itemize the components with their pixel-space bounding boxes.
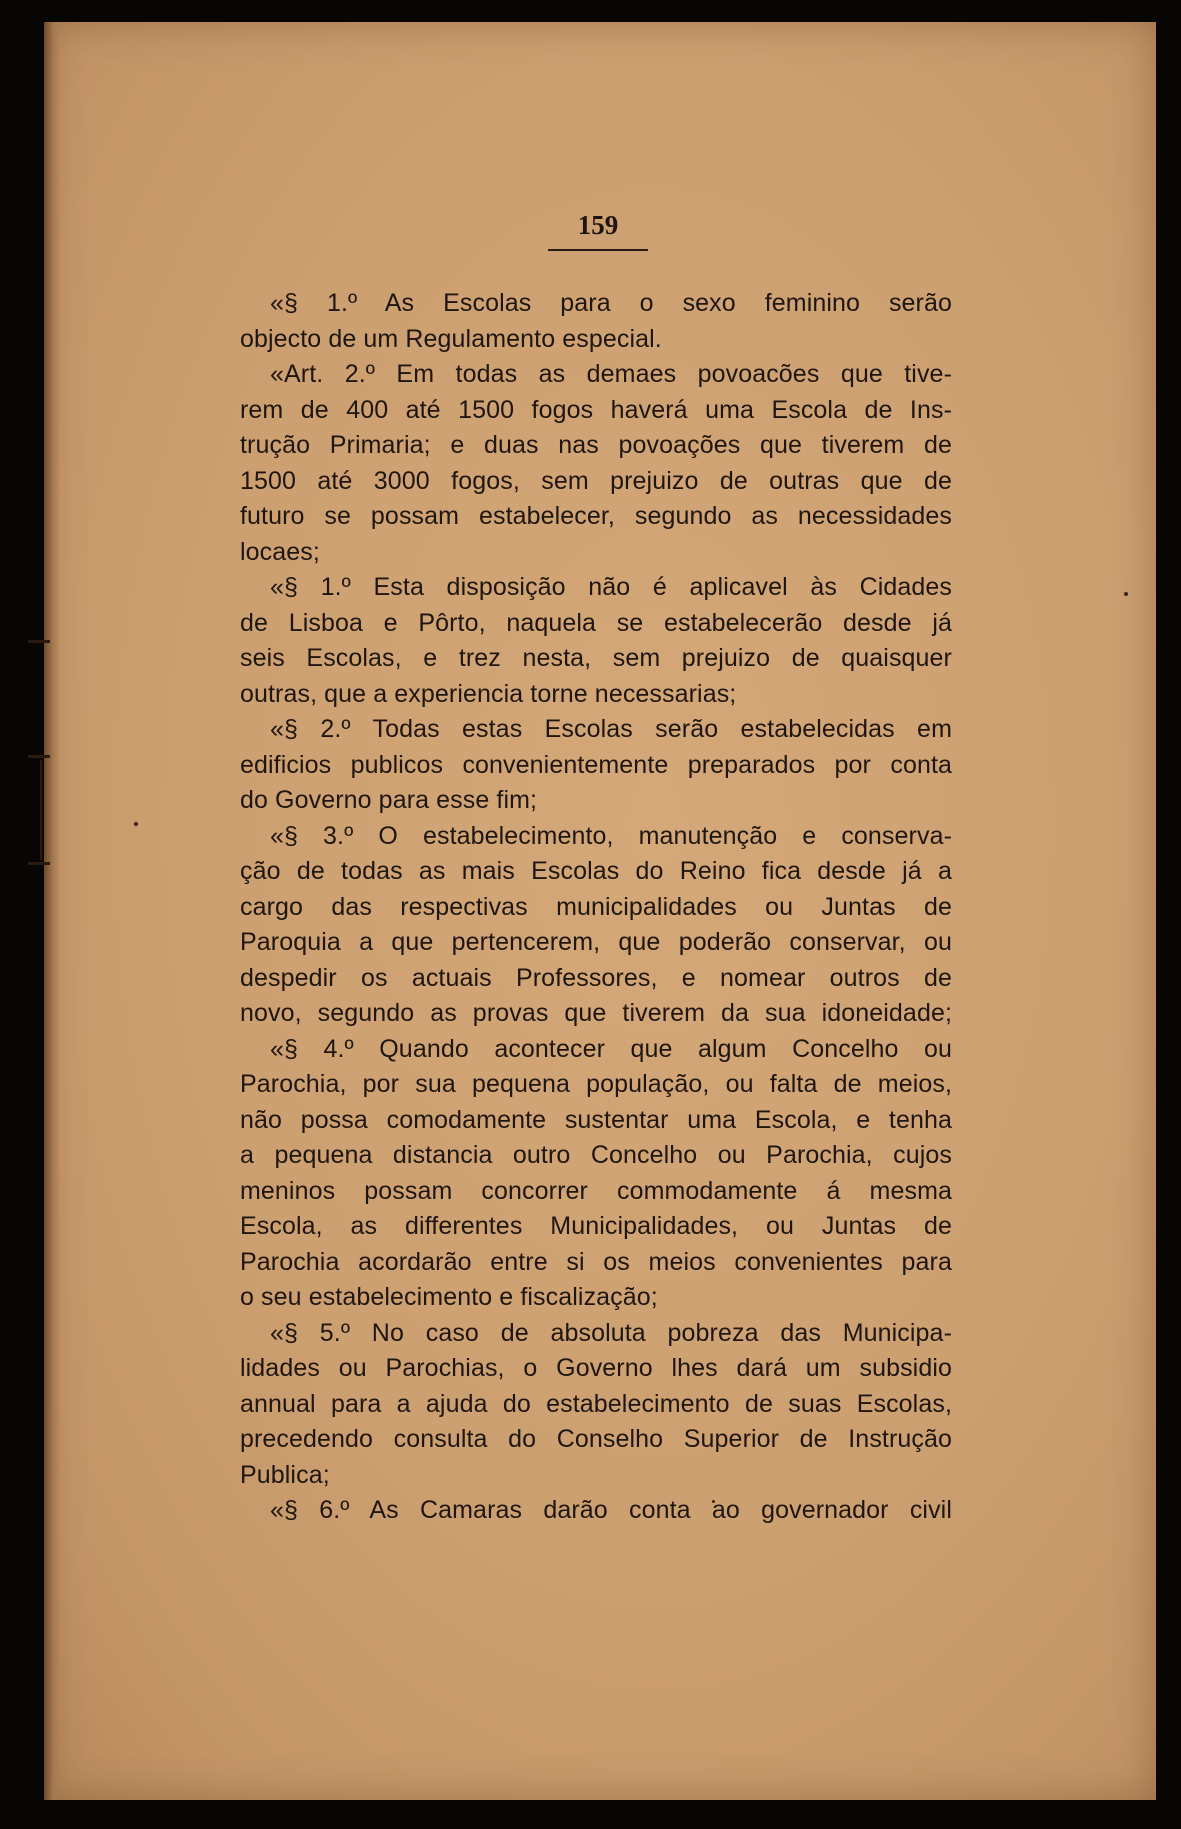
text-line: «§ 4.º Quando acontecer que algum Concelho ou [270,1034,952,1063]
book-binding-edge [44,22,60,1800]
text-line: futuro se possam estabelecer, segundo as necessidades [240,502,952,530]
text-line: annual para a ajuda do estabelecimento de suas Escolas, [240,1389,952,1418]
text-line: «§ 3.º O estabelecimento, manutenção e conserva- [270,821,952,850]
text-line: Paroquia a que pertencerem, que poderão conservar, ou [240,928,952,956]
text-line: ção de todas as mais Escolas do Reino fica desde já a [240,857,952,885]
binding-thread-mark [28,640,50,643]
text-line: trução Primaria; e duas nas povoações que tiverem de [240,431,952,459]
text-line: cargo das respectivas municipalidades ou Juntas de [240,892,952,921]
text-line: «§ 2.º Todas estas Escolas serão estabelecidas em [270,715,952,743]
text-line: o seu estabelecimento e fiscalização; [240,1283,658,1311]
text-line: Publica; [240,1460,330,1489]
text-line: «§ 6.º As Camaras darão conta ao governador civil [270,1496,952,1524]
paper-speck [134,822,138,826]
text-line: a pequena distancia outro Concelho ou Parochia, cujos [240,1141,952,1169]
text-line: «§ 5.º No caso de absoluta pobreza das Municipa- [270,1318,952,1347]
binding-thread-mark [28,755,50,758]
text-line: objecto de um Regulamento especial. [240,324,662,353]
text-line: 1500 até 3000 fogos, sem prejuizo de outras que de [240,466,952,495]
text-line: rem de 400 até 1500 fogos haverá uma Escola de Ins- [240,395,952,424]
text-line: precedendo consulta do Conselho Superior de Instrução [240,1425,952,1453]
paper-speck [1124,592,1128,596]
binding-thread-mark [28,862,50,865]
text-line: «Art. 2.º Em todas as demaes povoacões que tive- [270,360,952,388]
text-line: Escola, as differentes Municipalidades, ou Juntas de [240,1212,952,1240]
page-number: 159 [577,210,619,240]
text-line: não possa comodamente sustentar uma Escola, e tenha [240,1105,952,1134]
body-text [240,286,952,1529]
page-number-rule [548,249,648,251]
text-line: «§ 1.º As Escolas para o sexo feminino serão [270,289,952,317]
binding-thread-line [40,760,42,860]
text-line: Parochia acordarão entre si os meios convenientes para [240,1247,952,1276]
text-line: «§ 1.º Esta disposição não é aplicavel às Cidades [270,573,952,601]
text-line: lidades ou Parochias, o Governo lhes dará um subsidio [240,1354,952,1382]
text-line: novo, segundo as provas que tiverem da sua idoneidade; [240,999,952,1027]
text-line: despedir os actuais Professores, e nomear outros de [240,963,952,992]
text-line: outras, que a experiencia torne necessarias; [240,679,737,708]
text-line: meninos possam concorrer commodamente á mesma [240,1176,952,1205]
text-line: Parochia, por sua pequena população, ou falta de meios, [240,1070,952,1098]
text-line: seis Escolas, e trez nesta, sem prejuizo de quaisquer [240,644,952,672]
text-line: de Lisboa e Pôrto, naquela se estabelecerão desde já [240,608,952,637]
text-line: edificios publicos convenientemente preparados por conta [240,750,952,779]
text-line: locaes; [240,537,320,566]
text-line: do Governo para esse fim; [240,786,538,814]
